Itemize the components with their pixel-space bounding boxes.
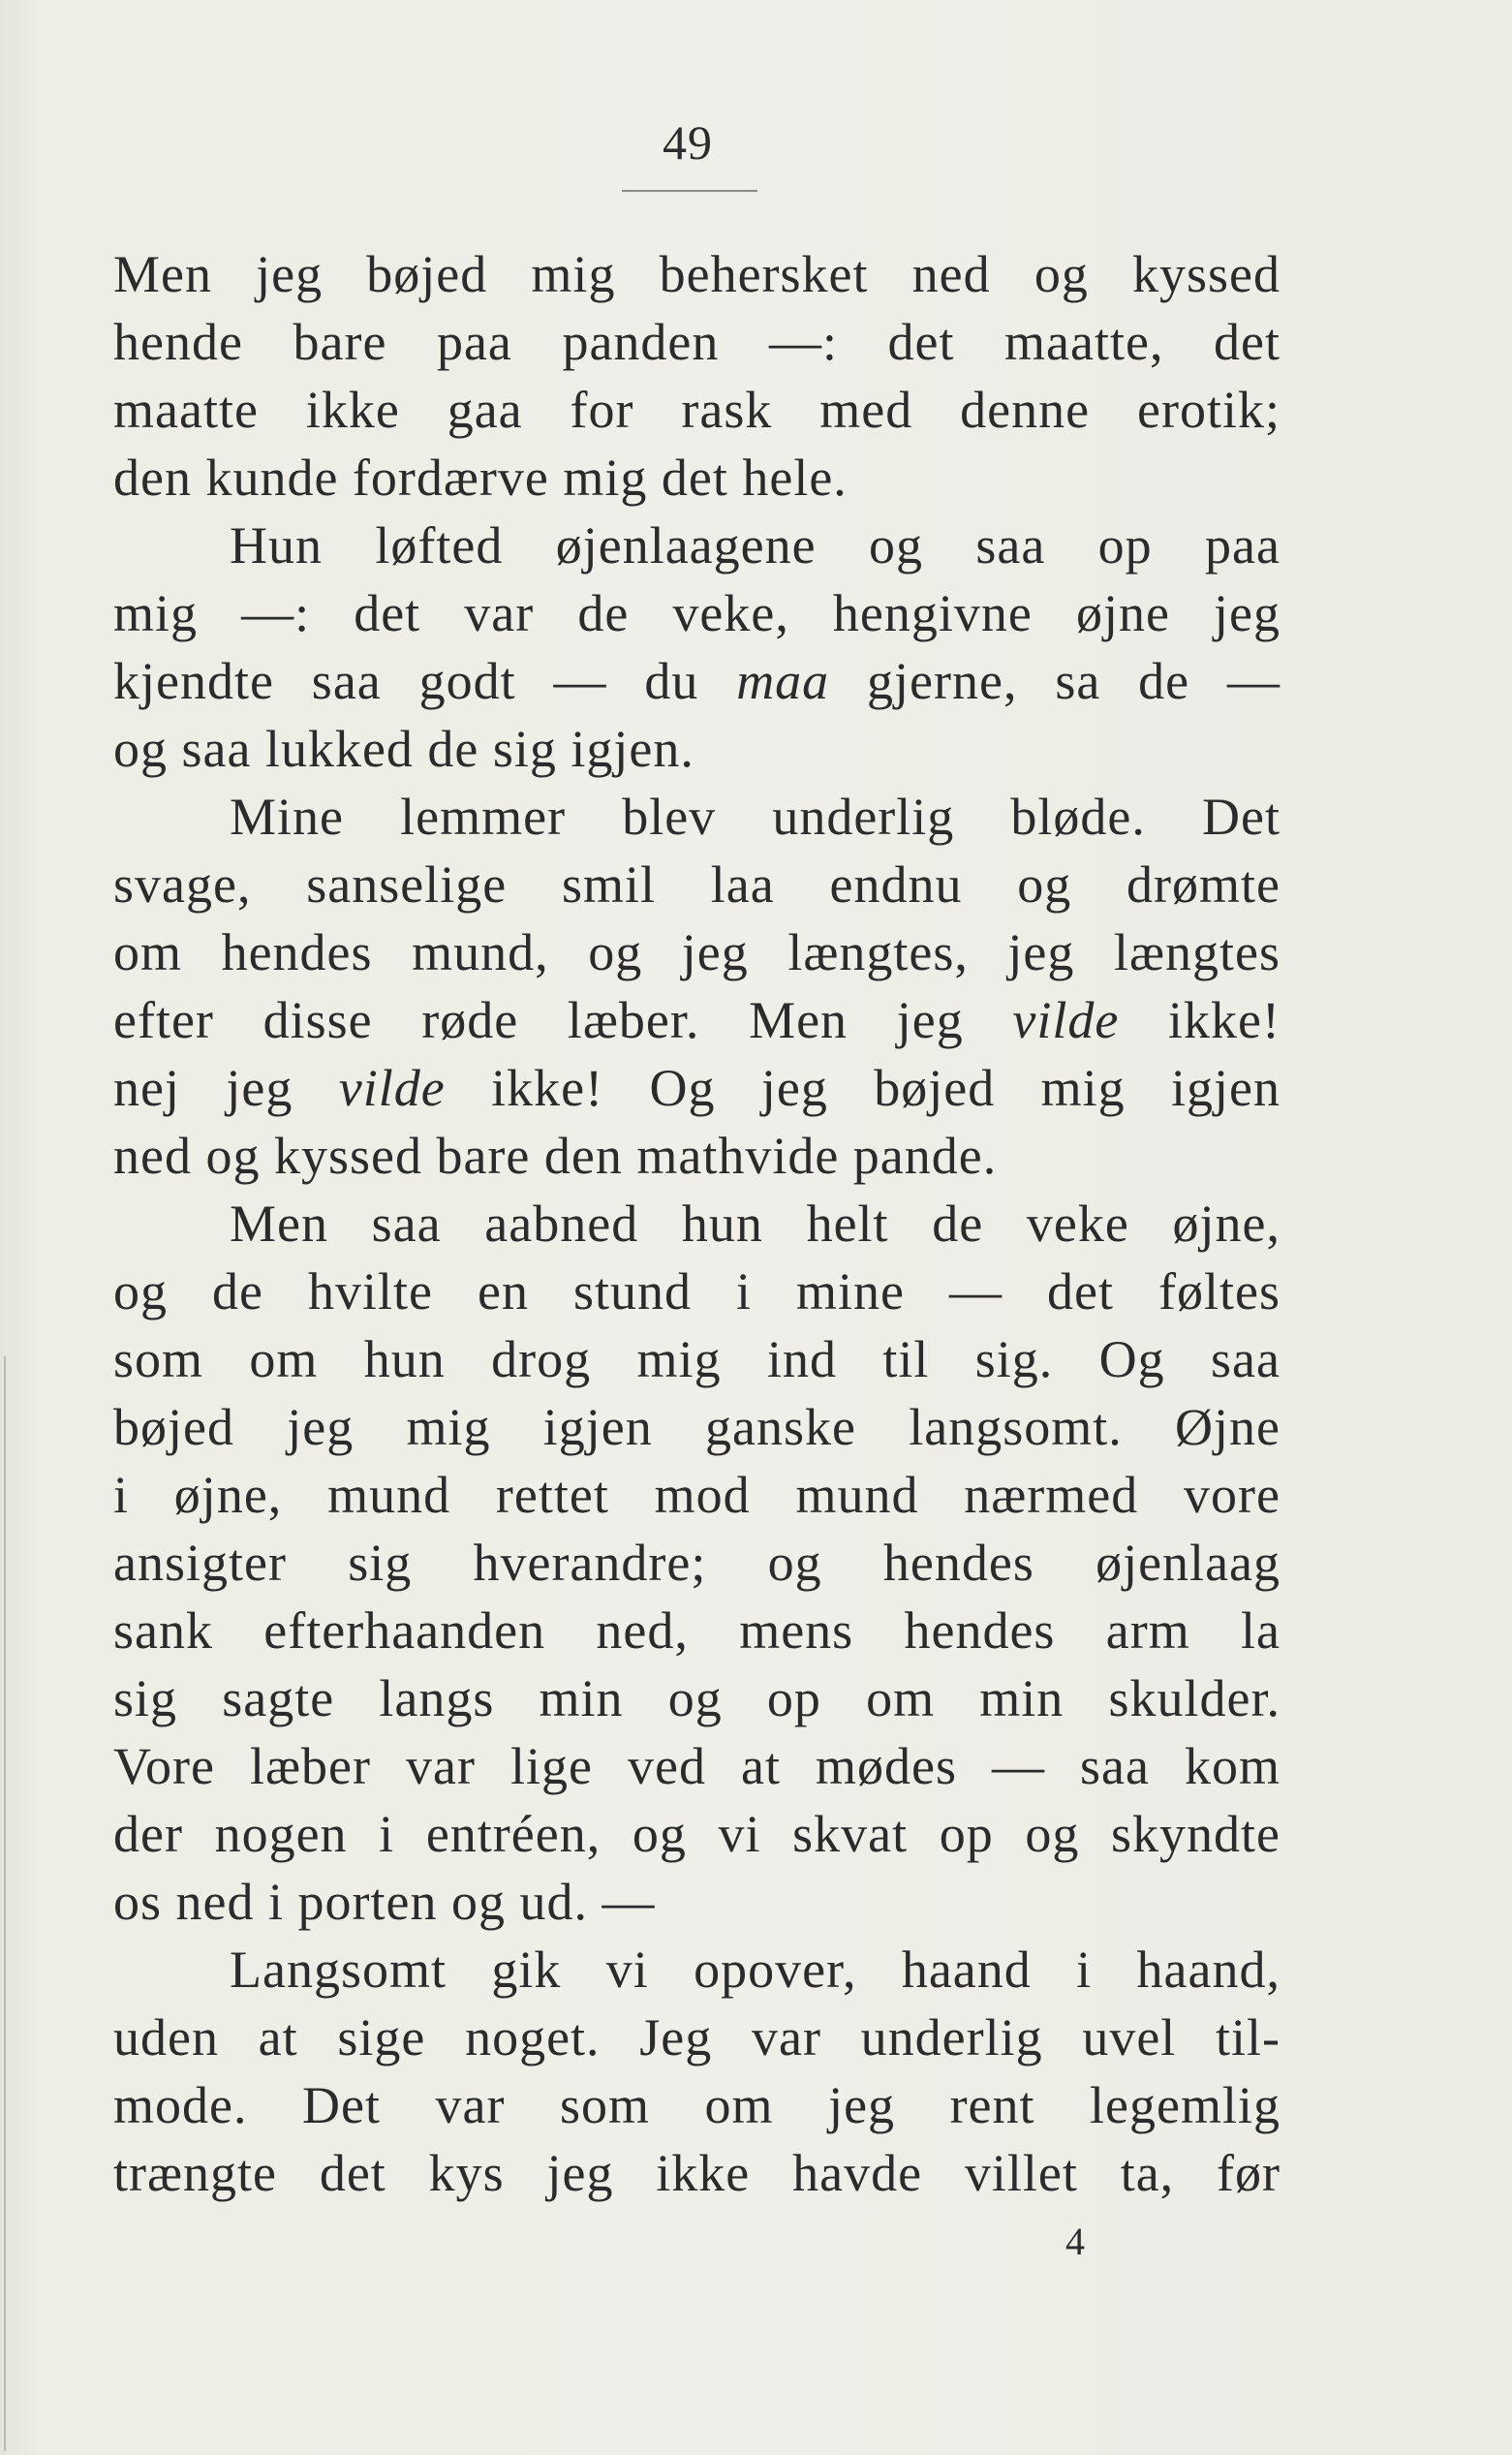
text-line: Men jeg bøjed mig behersket ned og kyssed	[113, 245, 1281, 303]
text-line: ansigter sig hverandre; og hendes øjenlaag	[113, 1534, 1281, 1592]
text-line: der nogen i entréen, og vi skvat op og skyndte	[113, 1805, 1281, 1863]
text-line: og de hvilte en stund i mine — det føltes	[113, 1262, 1281, 1321]
text-line: svage, sanselige smil laa endnu og drømte	[113, 855, 1281, 914]
text-line: som om hun drog mig ind til sig. Og saa	[113, 1330, 1281, 1388]
italic-word: vilde	[1012, 991, 1120, 1049]
text-line: nej jeg vilde ikke! Og jeg bøjed mig igjen	[113, 1059, 1281, 1117]
text-line: den kunde fordærve mig det hele.	[113, 449, 848, 507]
text-line: sank efterhaanden ned, mens hendes arm la	[113, 1601, 1281, 1660]
italic-word: vilde	[338, 1059, 446, 1117]
text-line: og saa lukked de sig igjen.	[113, 720, 694, 778]
text-line: mode. Det var som om jeg rent legemlig	[113, 2076, 1281, 2134]
text-line: trængte det kys jeg ikke havde villet ta, før	[113, 2144, 1281, 2202]
text-line: i øjne, mund rettet mod mund nærmed vore	[113, 1466, 1281, 1524]
text-line: uden at sige noget. Jeg var underlig uvel til-	[113, 2008, 1281, 2067]
header-rule	[622, 190, 757, 192]
text-line: maatte ikke gaa for rask med denne erotik;	[113, 381, 1281, 439]
text-line: sig sagte langs min og op om min skulder.	[113, 1669, 1281, 1727]
text-line: Langsomt gik vi opover, haand i haand,	[230, 1941, 1281, 1999]
text-line: Hun løfted øjenlaagene og saa op paa	[230, 516, 1281, 575]
text-line: ned og kyssed bare den mathvide pande.	[113, 1127, 998, 1185]
text-line: mig —: det var de veke, hengivne øjne jeg	[113, 584, 1281, 642]
page-edge-shadow	[4, 1356, 6, 2451]
italic-word: maa	[736, 652, 830, 710]
page-number: 49	[663, 115, 713, 170]
text-line: Men saa aabned hun helt de veke øjne,	[230, 1195, 1281, 1253]
text-line: kjendte saa godt — du maa gjerne, sa de —	[113, 652, 1281, 710]
text-line: os ned i porten og ud. —	[113, 1873, 656, 1931]
text-line: efter disse røde læber. Men jeg vilde ikke!	[113, 991, 1281, 1049]
text-line: Mine lemmer blev underlig bløde. Det	[230, 788, 1281, 846]
body-text	[113, 240, 1281, 2207]
signature-mark: 4	[1065, 2220, 1085, 2263]
text-line: Vore læber var lige ved at mødes — saa kom	[113, 1737, 1281, 1795]
text-line: hende bare paa panden —: det maatte, det	[113, 313, 1281, 371]
text-line: om hendes mund, og jeg længtes, jeg længtes	[113, 923, 1281, 981]
text-line: bøjed jeg mig igjen ganske langsomt. Øjne	[113, 1398, 1281, 1456]
